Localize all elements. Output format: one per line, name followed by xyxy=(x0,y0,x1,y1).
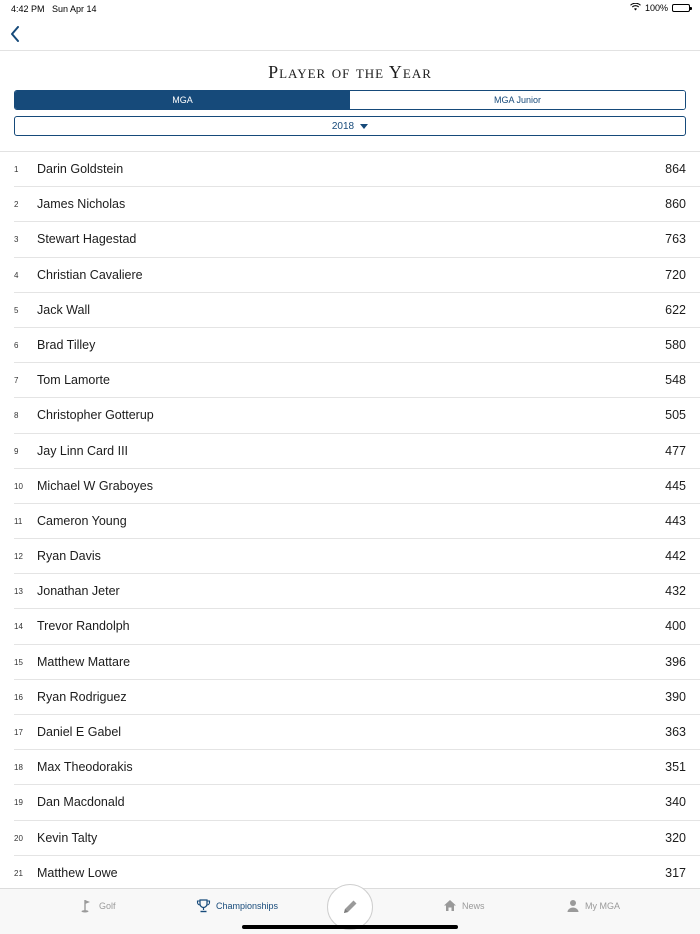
tab-bar xyxy=(0,888,700,934)
player-points: 320 xyxy=(665,830,686,845)
home-icon xyxy=(443,899,457,912)
player-rank: 13 xyxy=(14,587,23,597)
player-name: Jack Wall xyxy=(37,302,91,317)
player-name: Michael W Graboyes xyxy=(37,478,154,493)
player-points: 363 xyxy=(665,725,686,739)
player-rank: 11 xyxy=(14,516,23,526)
player-points: 477 xyxy=(665,443,686,458)
player-name: Jonathan Jeter xyxy=(37,584,120,599)
player-points: 442 xyxy=(665,549,686,564)
post-score-button[interactable] xyxy=(327,884,373,930)
player-name: Brad Tilley xyxy=(37,337,96,352)
player-points: 390 xyxy=(665,689,686,704)
leaderboard-row[interactable] xyxy=(14,187,700,222)
player-points: 860 xyxy=(665,197,686,212)
player-points: 432 xyxy=(665,584,686,599)
player-points: 443 xyxy=(665,513,686,528)
player-points: 317 xyxy=(665,865,686,880)
status-time: 4:42 PM xyxy=(11,4,45,14)
player-rank: 10 xyxy=(14,481,23,491)
leaderboard-row[interactable] xyxy=(14,609,700,644)
navigation-bar xyxy=(0,18,700,51)
player-points: 580 xyxy=(665,337,686,352)
player-name: Tom Lamorte xyxy=(37,373,110,388)
player-name: Matthew Mattare xyxy=(37,654,131,669)
player-points: 445 xyxy=(665,478,686,493)
segment-mga[interactable]: MGA xyxy=(15,91,350,109)
player-name: Daniel E Gabel xyxy=(37,725,122,739)
golf-flag-icon xyxy=(80,899,94,913)
chevron-left-icon xyxy=(10,26,20,42)
leaderboard-row[interactable] xyxy=(14,258,700,293)
player-name: Stewart Hagestad xyxy=(37,232,137,247)
player-rank: 6 xyxy=(14,340,19,350)
player-rank: 18 xyxy=(14,763,23,773)
tab-championships[interactable] xyxy=(196,899,278,913)
leaderboard-row[interactable] xyxy=(14,434,700,469)
tab-my-mga[interactable] xyxy=(566,899,620,913)
player-rank: 2 xyxy=(14,200,19,210)
player-rank: 5 xyxy=(14,305,19,315)
player-rank: 21 xyxy=(14,868,23,878)
leaderboard-row[interactable] xyxy=(14,715,700,750)
player-rank: 17 xyxy=(14,728,23,737)
player-rank: 12 xyxy=(14,552,23,562)
player-name: Christopher Gotterup xyxy=(37,408,154,423)
pencil-icon xyxy=(341,898,359,916)
player-rank: 8 xyxy=(14,411,19,421)
player-points: 864 xyxy=(665,162,686,176)
person-icon xyxy=(566,899,580,913)
leaderboard-row[interactable] xyxy=(14,539,700,574)
player-rank: 4 xyxy=(14,270,19,280)
player-name: Christian Cavaliere xyxy=(37,267,143,282)
trophy-icon xyxy=(196,899,211,913)
player-rank: 9 xyxy=(14,446,19,456)
tab-golf[interactable] xyxy=(80,899,116,913)
leaderboard-row[interactable] xyxy=(14,222,700,257)
player-rank: 15 xyxy=(14,657,23,667)
leaderboard-list xyxy=(0,151,700,891)
page-title: Player of the Year xyxy=(268,62,432,82)
leaderboard-row[interactable] xyxy=(14,504,700,539)
leaderboard-row[interactable] xyxy=(14,645,700,680)
tab-my-mga-label: My MGA xyxy=(585,901,620,911)
leaderboard-row[interactable] xyxy=(14,328,700,363)
player-rank: 16 xyxy=(14,692,23,702)
leaderboard-row[interactable] xyxy=(14,363,700,398)
player-points: 351 xyxy=(665,760,686,775)
player-rank: 20 xyxy=(14,833,23,843)
player-name: Darin Goldstein xyxy=(37,162,124,176)
player-name: Kevin Talty xyxy=(37,830,98,845)
player-name: Ryan Davis xyxy=(37,549,101,564)
wifi-icon xyxy=(630,3,641,13)
player-points: 400 xyxy=(665,619,686,634)
player-points: 340 xyxy=(665,795,686,810)
player-rank: 14 xyxy=(14,622,23,632)
tab-news-label: News xyxy=(462,900,485,911)
back-button[interactable] xyxy=(6,23,24,45)
player-rank: 19 xyxy=(14,798,23,808)
player-name: Trevor Randolph xyxy=(37,619,130,634)
year-dropdown-value: 2018 xyxy=(331,120,355,132)
player-name: Matthew Lowe xyxy=(37,865,118,880)
leaderboard-row[interactable] xyxy=(14,750,700,785)
caret-down-icon xyxy=(360,124,368,129)
player-name: James Nicholas xyxy=(37,197,126,212)
player-rank: 3 xyxy=(14,235,19,245)
leaderboard-row[interactable] xyxy=(14,152,700,187)
organization-segmented-control xyxy=(14,90,686,110)
player-points: 720 xyxy=(665,267,686,282)
leaderboard-row[interactable] xyxy=(14,785,700,820)
leaderboard-row[interactable] xyxy=(14,293,700,328)
tab-golf-label: Golf xyxy=(99,901,116,911)
player-rank: 1 xyxy=(14,165,19,174)
tab-championships-label: Championships xyxy=(216,901,279,911)
player-points: 763 xyxy=(665,232,686,247)
player-name: Ryan Rodriguez xyxy=(37,689,127,704)
player-name: Jay Linn Card III xyxy=(37,443,129,458)
leaderboard-row[interactable] xyxy=(14,469,700,504)
leaderboard-row[interactable] xyxy=(14,398,700,433)
player-points: 622 xyxy=(665,302,686,317)
player-name: Dan Macdonald xyxy=(37,795,125,810)
leaderboard-row[interactable] xyxy=(14,574,700,609)
leaderboard-row[interactable] xyxy=(14,680,700,715)
player-points: 396 xyxy=(665,654,686,669)
battery-percent: 100% xyxy=(644,3,668,13)
segment-mga-junior[interactable]: MGA Junior xyxy=(350,91,685,109)
player-points: 505 xyxy=(665,408,686,423)
player-name: Max Theodorakis xyxy=(37,760,133,775)
status-date: Sun Apr 14 xyxy=(52,4,97,14)
home-indicator xyxy=(242,925,458,929)
player-name: Cameron Young xyxy=(37,513,127,528)
battery-icon xyxy=(672,4,690,12)
year-dropdown[interactable] xyxy=(14,116,686,136)
status-indicators xyxy=(630,3,690,13)
tab-news[interactable] xyxy=(443,899,485,912)
player-rank: 7 xyxy=(14,376,19,386)
leaderboard-row[interactable] xyxy=(14,821,700,856)
status-bar xyxy=(0,0,700,18)
player-points: 548 xyxy=(665,373,686,388)
